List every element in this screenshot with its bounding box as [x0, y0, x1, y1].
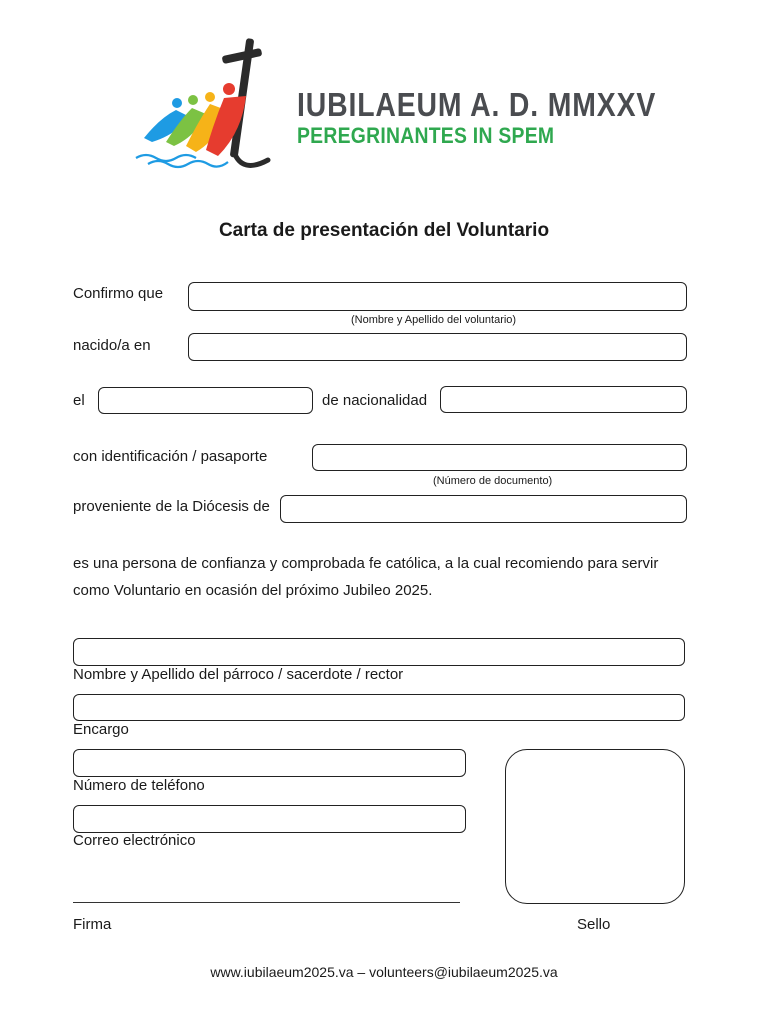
recommender-name-label: Nombre y Apellido del párroco / sacerdote / rector [73, 666, 404, 683]
encargo-label: Encargo [73, 721, 129, 738]
email-field[interactable] [73, 805, 466, 833]
firma-label: Firma [73, 916, 112, 933]
signature-line[interactable] [73, 902, 460, 903]
nationality-field[interactable] [440, 386, 687, 413]
phone-label: Número de teléfono [73, 777, 205, 794]
volunteer-name-field[interactable] [188, 282, 687, 311]
email-label: Correo electrónico [73, 832, 196, 849]
jubilee-logo [130, 34, 280, 178]
document-number-field[interactable] [312, 444, 687, 471]
document-number-hint: (Número de documento) [433, 475, 553, 487]
footer-contact: www.iubilaeum2025.va – volunteers@iubilaeum2025.va [210, 964, 558, 980]
birthdate-field[interactable] [98, 387, 313, 414]
recommender-name-field[interactable] [73, 638, 685, 666]
confirmo-label: Confirmo que [73, 285, 164, 302]
recommendation-text-line-1: es una persona de confianza y comprobada fe católica, a la cual recomiendo para servir [73, 555, 659, 572]
diocesis-label: proveniente de la Diócesis de [73, 498, 270, 515]
birthplace-field[interactable] [188, 333, 687, 361]
volunteer-name-hint: (Nombre y Apellido del voluntario) [351, 314, 517, 326]
phone-field[interactable] [73, 749, 466, 777]
recommendation-text-line-2: como Voluntario en ocasión del próximo Jubileo 2025. [73, 582, 433, 599]
identificacion-label: con identificación / pasaporte [73, 448, 268, 465]
logo-subtitle: PEREGRINANTES IN SPEM [297, 123, 555, 148]
nacido-label: nacido/a en [73, 337, 151, 354]
nacionalidad-label: de nacionalidad [322, 392, 428, 409]
jubilee-logo-icon [130, 34, 280, 178]
el-label: el [73, 392, 85, 409]
encargo-field[interactable] [73, 694, 685, 721]
logo-title: IUBILAEUM A. D. MMXXV [297, 86, 657, 123]
seal-box[interactable] [505, 749, 685, 904]
diocese-field[interactable] [280, 495, 687, 523]
document-title: Carta de presentación del Voluntario [218, 220, 550, 241]
sello-label: Sello [577, 916, 611, 933]
